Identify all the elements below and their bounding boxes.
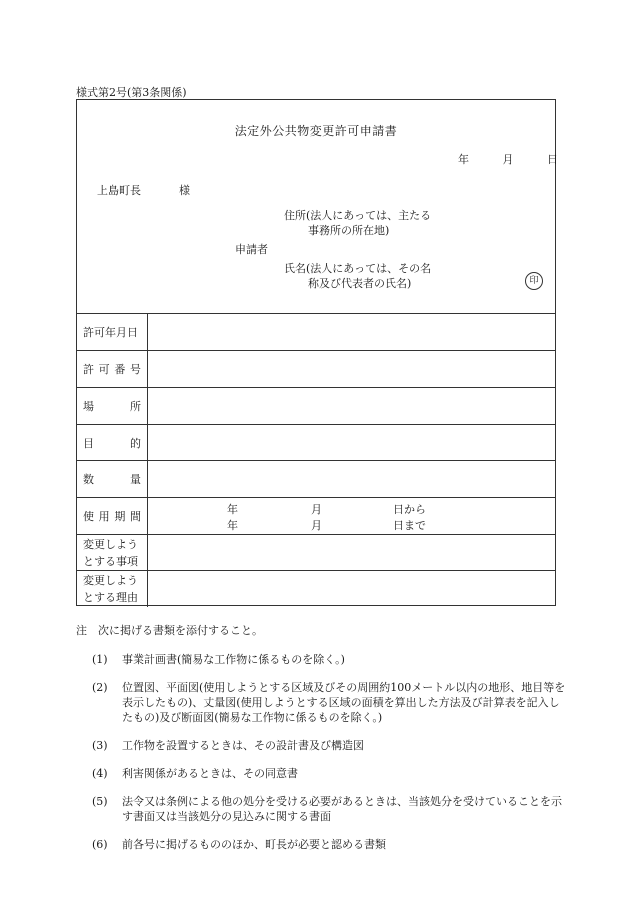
label-char: 用 <box>98 510 110 523</box>
note-number: (1) <box>92 653 108 666</box>
note-number: (5) <box>92 795 108 808</box>
note-item <box>92 837 566 852</box>
period-from-year: 年 <box>227 503 238 516</box>
note-item <box>92 738 566 753</box>
row-quantity <box>77 461 555 498</box>
label-char: 間 <box>129 510 141 523</box>
note-text: 工作物を設置するときは、その設計書及び構造図 <box>122 739 364 752</box>
note-text: 位置図、平面図(使用しようとする区域及びその周囲約100メートル以内の地形、地目等を表示したもの)、丈量図(使用しようとする区域の面積を算出した方法及び計算表を記入したもの)及び断面図(簡易な工作物に係るものを除く。) <box>122 681 566 724</box>
row-label-usage-period <box>77 498 148 534</box>
address-label-line1: 住所(法人にあっては、主たる <box>284 209 432 222</box>
period-to-day: 日まで <box>393 519 426 532</box>
notes-section <box>76 622 566 865</box>
form-header <box>77 100 558 314</box>
label-char: 期 <box>114 510 126 523</box>
label-char: 的 <box>130 436 141 450</box>
row-label-quantity <box>77 461 148 497</box>
row-label-place <box>77 388 148 424</box>
addressee-suffix: 様 <box>179 184 190 197</box>
note-text: 事業計画書(簡易な工作物に係るものを除く。) <box>122 653 345 666</box>
date-day: 日 <box>547 153 558 166</box>
addressee <box>97 182 190 198</box>
note-item <box>92 652 566 667</box>
row-label-permit-date: 許可年月日 <box>77 314 148 350</box>
label-char: 番 <box>114 363 126 376</box>
form-number-label: 様式第2号(第3条関係) <box>76 86 187 99</box>
form-title: 法定外公共物変更許可申請書 <box>234 124 398 138</box>
note-item <box>92 680 566 725</box>
row-permit-date <box>77 314 555 351</box>
addressee-name: 上島町長 <box>97 184 141 197</box>
label-char: 号 <box>129 363 141 376</box>
applicant-label: 申請者 <box>235 243 268 256</box>
row-label-permit-number <box>77 351 148 387</box>
label-char: 量 <box>130 473 141 486</box>
note-text: 利害関係があるときは、その同意書 <box>122 767 298 780</box>
seal-mark: 印 <box>525 272 543 290</box>
label-char: 目 <box>83 436 94 450</box>
note-item <box>92 794 566 824</box>
label-char: 使 <box>83 510 94 523</box>
note-number: (6) <box>92 838 108 851</box>
label-char: 数 <box>83 473 94 486</box>
name-label-line2: 称及び代表者の氏名) <box>308 277 412 290</box>
label-line: 変更しよう <box>83 574 138 587</box>
date-year: 年 <box>458 153 469 166</box>
label-line: とする事項 <box>83 554 138 568</box>
note-text: 法令又は条例による他の処分を受ける必要があるときは、当該処分を受けていることを示す書面又は当該処分の見込みに関する書面 <box>122 795 562 823</box>
label-line: 変更しよう <box>83 537 138 551</box>
name-label-line1: 氏名(法人にあっては、その名 <box>284 262 432 275</box>
row-label-change-reason <box>77 571 148 607</box>
note-number: (4) <box>92 767 108 780</box>
note-number: (3) <box>92 739 108 752</box>
date-month: 月 <box>502 153 514 166</box>
period-from-day: 日から <box>393 503 426 516</box>
label-line: とする理由 <box>83 591 138 604</box>
row-purpose <box>77 425 555 461</box>
row-label-purpose <box>77 425 148 460</box>
label-char: 場 <box>83 400 94 413</box>
row-label-change-items <box>77 535 148 570</box>
period-to-month: 月 <box>311 519 322 532</box>
label-char: 所 <box>130 400 141 413</box>
row-change-items <box>77 535 555 571</box>
application-form <box>76 99 556 606</box>
notes-heading: 注 次に掲げる書類を添付すること。 <box>76 624 263 637</box>
address-label-line2: 事務所の所在地) <box>308 224 390 237</box>
period-from-month: 月 <box>311 503 322 516</box>
note-text: 前各号に掲げるもののほか、町長が必要と認める書類 <box>122 838 386 851</box>
note-number: (2) <box>92 681 108 694</box>
row-usage-period <box>77 498 555 535</box>
row-place <box>77 388 555 425</box>
label-char: 可 <box>98 363 110 376</box>
note-item <box>92 766 566 781</box>
period-to-year: 年 <box>227 519 238 532</box>
row-permit-number <box>77 351 555 388</box>
row-change-reason <box>77 571 555 607</box>
label-char: 許 <box>83 363 94 376</box>
application-date <box>458 151 558 167</box>
